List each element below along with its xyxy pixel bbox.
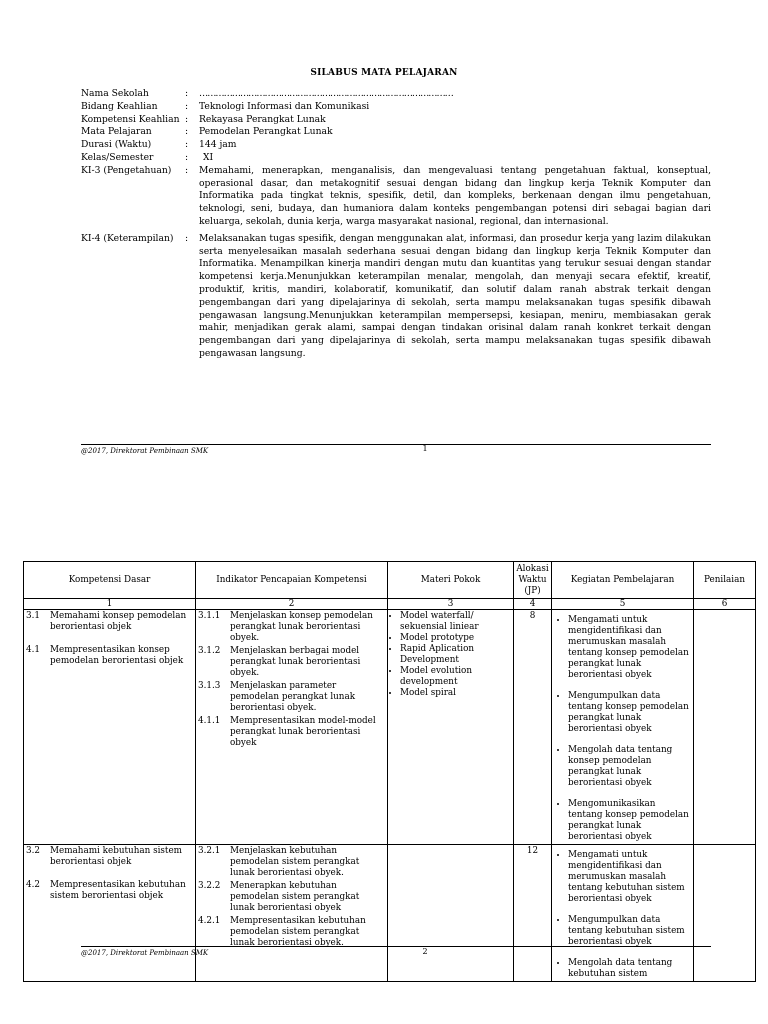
info-colon: : — [185, 164, 189, 176]
footer-copyright: @2017, Direktorat Pembinaan SMK — [81, 949, 209, 957]
column-number: 4 — [514, 599, 552, 610]
page-number: 2 — [422, 947, 428, 956]
indikator-code: 3.2.2 — [198, 881, 221, 891]
info-row-kompetensi-keahlian — [81, 114, 711, 127]
info-colon: : — [185, 100, 189, 112]
kd-code: 4.2 — [26, 880, 40, 890]
kd-code: 3.1 — [26, 611, 40, 621]
indikator-item — [198, 716, 385, 749]
table-row — [24, 610, 756, 845]
document-page-2 — [0, 470, 768, 1024]
indikator-text: Mempresentasikan model-model perangkat lunak berorientasi obyek — [230, 716, 376, 748]
info-label: KI-3 (Pengetahuan) — [81, 164, 172, 176]
indikator-text: Menerapkan kebutuhan pemodelan sistem perangkat lunak berorientasi obyek — [230, 881, 360, 913]
column-header-alokasi-waktu: Alokasi Waktu (JP) — [514, 562, 552, 599]
info-colon: : — [185, 126, 189, 138]
info-row-ki3 — [81, 165, 711, 229]
indikator-text: Menjelaskan berbagai model perangkat lunak berorientasi obyek. — [230, 646, 361, 678]
indikator-cell — [196, 845, 388, 982]
kegiatan-item: • Mengomunikasikan tentang konsep pemodelan perangkat lunak berorientasi obyek — [568, 799, 691, 843]
info-row-durasi — [81, 139, 711, 152]
column-number: 5 — [552, 599, 694, 610]
kd-item — [26, 846, 193, 868]
info-colon: : — [185, 113, 189, 125]
materi-item: • Model waterfall/ sekuensial liniear — [400, 611, 511, 633]
info-colon: : — [185, 232, 189, 244]
info-colon: : — [185, 88, 189, 99]
info-label: KI-4 (Keterampilan) — [81, 232, 174, 244]
info-label: Durasi (Waktu) — [81, 139, 152, 151]
indikator-code: 3.2.1 — [198, 846, 221, 856]
info-colon: : — [185, 151, 189, 163]
info-row-kelas-semester — [81, 152, 711, 165]
info-row-mata-pelajaran — [81, 126, 711, 139]
indikator-item — [198, 881, 385, 914]
materi-item: • Model prototype — [400, 633, 511, 644]
column-number-row — [24, 599, 756, 610]
kegiatan-item: • Mengumpulkan data tentang konsep pemodelan perangkat lunak berorientasi obyek — [568, 691, 691, 735]
syllabus-info — [81, 88, 711, 361]
penilaian-cell — [694, 845, 756, 982]
indikator-item — [198, 846, 385, 879]
indikator-code: 4.2.1 — [198, 916, 221, 926]
info-label: Kelas/Semester — [81, 151, 154, 163]
document-title: SILABUS MATA PELAJARAN — [310, 68, 458, 78]
info-value: 144 jam — [199, 139, 237, 151]
info-label: Nama Sekolah — [81, 88, 149, 99]
footer-copyright: @2017, Direktorat Pembinaan SMK — [81, 447, 209, 455]
materi-pokok-cell — [388, 610, 514, 845]
info-value: Melaksanakan tugas spesifik, dengan menggunakan alat, informasi, dan prosedur kerja yang lazim dilakukan serta menyelesaikan masalah sederhana sesuai dengan bidang dan lingkup kerja Teknik Komputer dan Informatika. Menampilkan kinerja mandiri dengan mutu dan kuantitas yang terukur sesuai dengan standar kompetensi kerja.Menunjukkan keterampilan menalar, mengolah, dan menyaji secara efektif, kreatif, produktif, kritis, mandiri, kolaboratif, komunikatif, dan solutif dalam ranah abstrak terkait dengan pengembangan dari yang dipelajarinya di sekolah, serta mampu melaksanakan tugas spesifik dibawah pengawasan langsung.Menunjukkan keterampilan mempersepsi, kesiapan, meniru, membiasakan gerak mahir, menjadikan gerak alami, sampai dengan tindakan orisinal dalam ranah konkret terkait dengan pengembangan dari yang dipelajarinya di sekolah, serta mampu melaksanakan tugas spesifik dibawah pengawasan langsung. — [199, 232, 711, 359]
kd-text: Mempresentasikan kebutuhan sistem berorientasi objek — [50, 880, 186, 901]
penilaian-cell — [694, 610, 756, 845]
kegiatan-item: • Mengamati untuk mengidentifikasi dan merumuskan masalah tentang konsep pemodelan perangkat lunak berorientasi obyek — [568, 615, 691, 681]
kd-item — [26, 880, 193, 902]
indikator-code: 3.1.1 — [198, 611, 221, 621]
indikator-code: 4.1.1 — [198, 716, 221, 726]
indikator-text: Menjelaskan konsep pemodelan perangkat lunak berorientasi obyek. — [230, 611, 373, 643]
indikator-item — [198, 681, 385, 714]
kd-text: Memahami konsep pemodelan berorientasi objek — [50, 611, 187, 632]
column-header-indikator: Indikator Pencapaian Kompetensi — [196, 562, 388, 599]
kegiatan-item: • Mengumpulkan data tentang kebutuhan sistem berorientasi obyek — [568, 915, 691, 948]
info-label: Kompetensi Keahlian — [81, 113, 180, 125]
kompetensi-dasar-cell — [24, 845, 196, 982]
info-label: Mata Pelajaran — [81, 126, 152, 138]
materi-item: • Model spiral — [400, 688, 511, 699]
kegiatan-item: • Mengolah data tentang kebutuhan sistem — [568, 958, 691, 980]
kegiatan-item: • Mengolah data tentang konsep pemodelan perangkat lunak berorientasi obyek — [568, 745, 691, 789]
indikator-item — [198, 646, 385, 679]
column-number: 2 — [196, 599, 388, 610]
syllabus-table — [23, 561, 756, 982]
indikator-cell — [196, 610, 388, 845]
kegiatan-item: • Mengamati untuk mengidentifikasi dan merumuskan masalah tentang kebutuhan sistem berorientasi obyek — [568, 850, 691, 905]
column-header-kompetensi-dasar: Kompetensi Dasar — [24, 562, 196, 599]
info-value: Teknologi Informasi dan Komunikasi — [199, 100, 370, 112]
table-header-row — [24, 562, 756, 599]
kd-text: Memahami kebutuhan sistem berorientasi objek — [50, 846, 182, 867]
kompetensi-dasar-cell — [24, 610, 196, 845]
info-row-ki4 — [81, 233, 711, 361]
kegiatan-list — [554, 615, 691, 843]
materi-item: • Rapid Aplication Development — [400, 644, 511, 666]
info-value: Pemodelan Perangkat Lunak — [199, 126, 333, 138]
materi-list — [390, 611, 511, 699]
table-row — [24, 845, 756, 982]
column-header-penilaian: Penilaian — [694, 562, 756, 599]
info-label: Bidang Keahlian — [81, 100, 158, 112]
indikator-text: Menjelaskan parameter pemodelan perangkat lunak berorientasi obyek. — [230, 681, 356, 713]
column-number: 6 — [694, 599, 756, 610]
kegiatan-cell — [552, 610, 694, 845]
indikator-item — [198, 611, 385, 644]
column-number: 3 — [388, 599, 514, 610]
indikator-text: Menjelaskan kebutuhan pemodelan sistem perangkat lunak berorientasi obyek. — [230, 846, 360, 878]
indikator-text: Mempresentasikan kebutuhan pemodelan sistem perangkat lunak berorientasi obyek. — [230, 916, 366, 948]
document-page-1 — [0, 0, 768, 470]
column-header-kegiatan: Kegiatan Pembelajaran — [552, 562, 694, 599]
indikator-code: 3.1.2 — [198, 646, 221, 656]
info-colon: : — [185, 139, 189, 151]
info-value: Memahami, menerapkan, menganalisis, dan mengevaluasi tentang pengetahuan faktual, konseptual, operasional dasar, dan metakognitif sesuai dengan bidang dan lingkup kerja Teknik Komputer dan Informatika pada tingkat teknis, spesifik, detil, dan kompleks, berkenaan dengan ilmu pengetahuan, teknologi, seni, budaya, dan humaniora dalam konteks pengembangan potensi diri sebagai bagian dari keluarga, sekolah, dunia kerja, warga masyarakat nasional, regional, dan internasional. — [199, 164, 711, 227]
info-value: Rekayasa Perangkat Lunak — [199, 113, 326, 125]
kd-code: 4.1 — [26, 645, 40, 655]
info-value: XI — [203, 151, 214, 163]
page-number: 1 — [422, 444, 428, 453]
info-value: ………………………………………………………………………………… — [199, 88, 453, 99]
materi-pokok-cell — [388, 845, 514, 982]
footer-divider — [81, 444, 711, 445]
alokasi-waktu-cell: 8 — [514, 610, 552, 845]
indikator-item — [198, 916, 385, 949]
column-number: 1 — [24, 599, 196, 610]
kd-text: Mempresentasikan konsep pemodelan berorientasi objek — [50, 645, 184, 666]
indikator-code: 3.1.3 — [198, 681, 221, 691]
materi-item: • Model evolution development — [400, 666, 511, 688]
kegiatan-list — [554, 850, 691, 980]
kd-item — [26, 645, 193, 667]
kd-code: 3.2 — [26, 846, 40, 856]
info-row-nama-sekolah — [81, 88, 711, 101]
info-row-bidang-keahlian — [81, 101, 711, 114]
kegiatan-cell — [552, 845, 694, 982]
column-header-materi-pokok: Materi Pokok — [388, 562, 514, 599]
footer-divider — [81, 946, 711, 947]
kd-item — [26, 611, 193, 633]
alokasi-waktu-cell: 12 — [514, 845, 552, 982]
